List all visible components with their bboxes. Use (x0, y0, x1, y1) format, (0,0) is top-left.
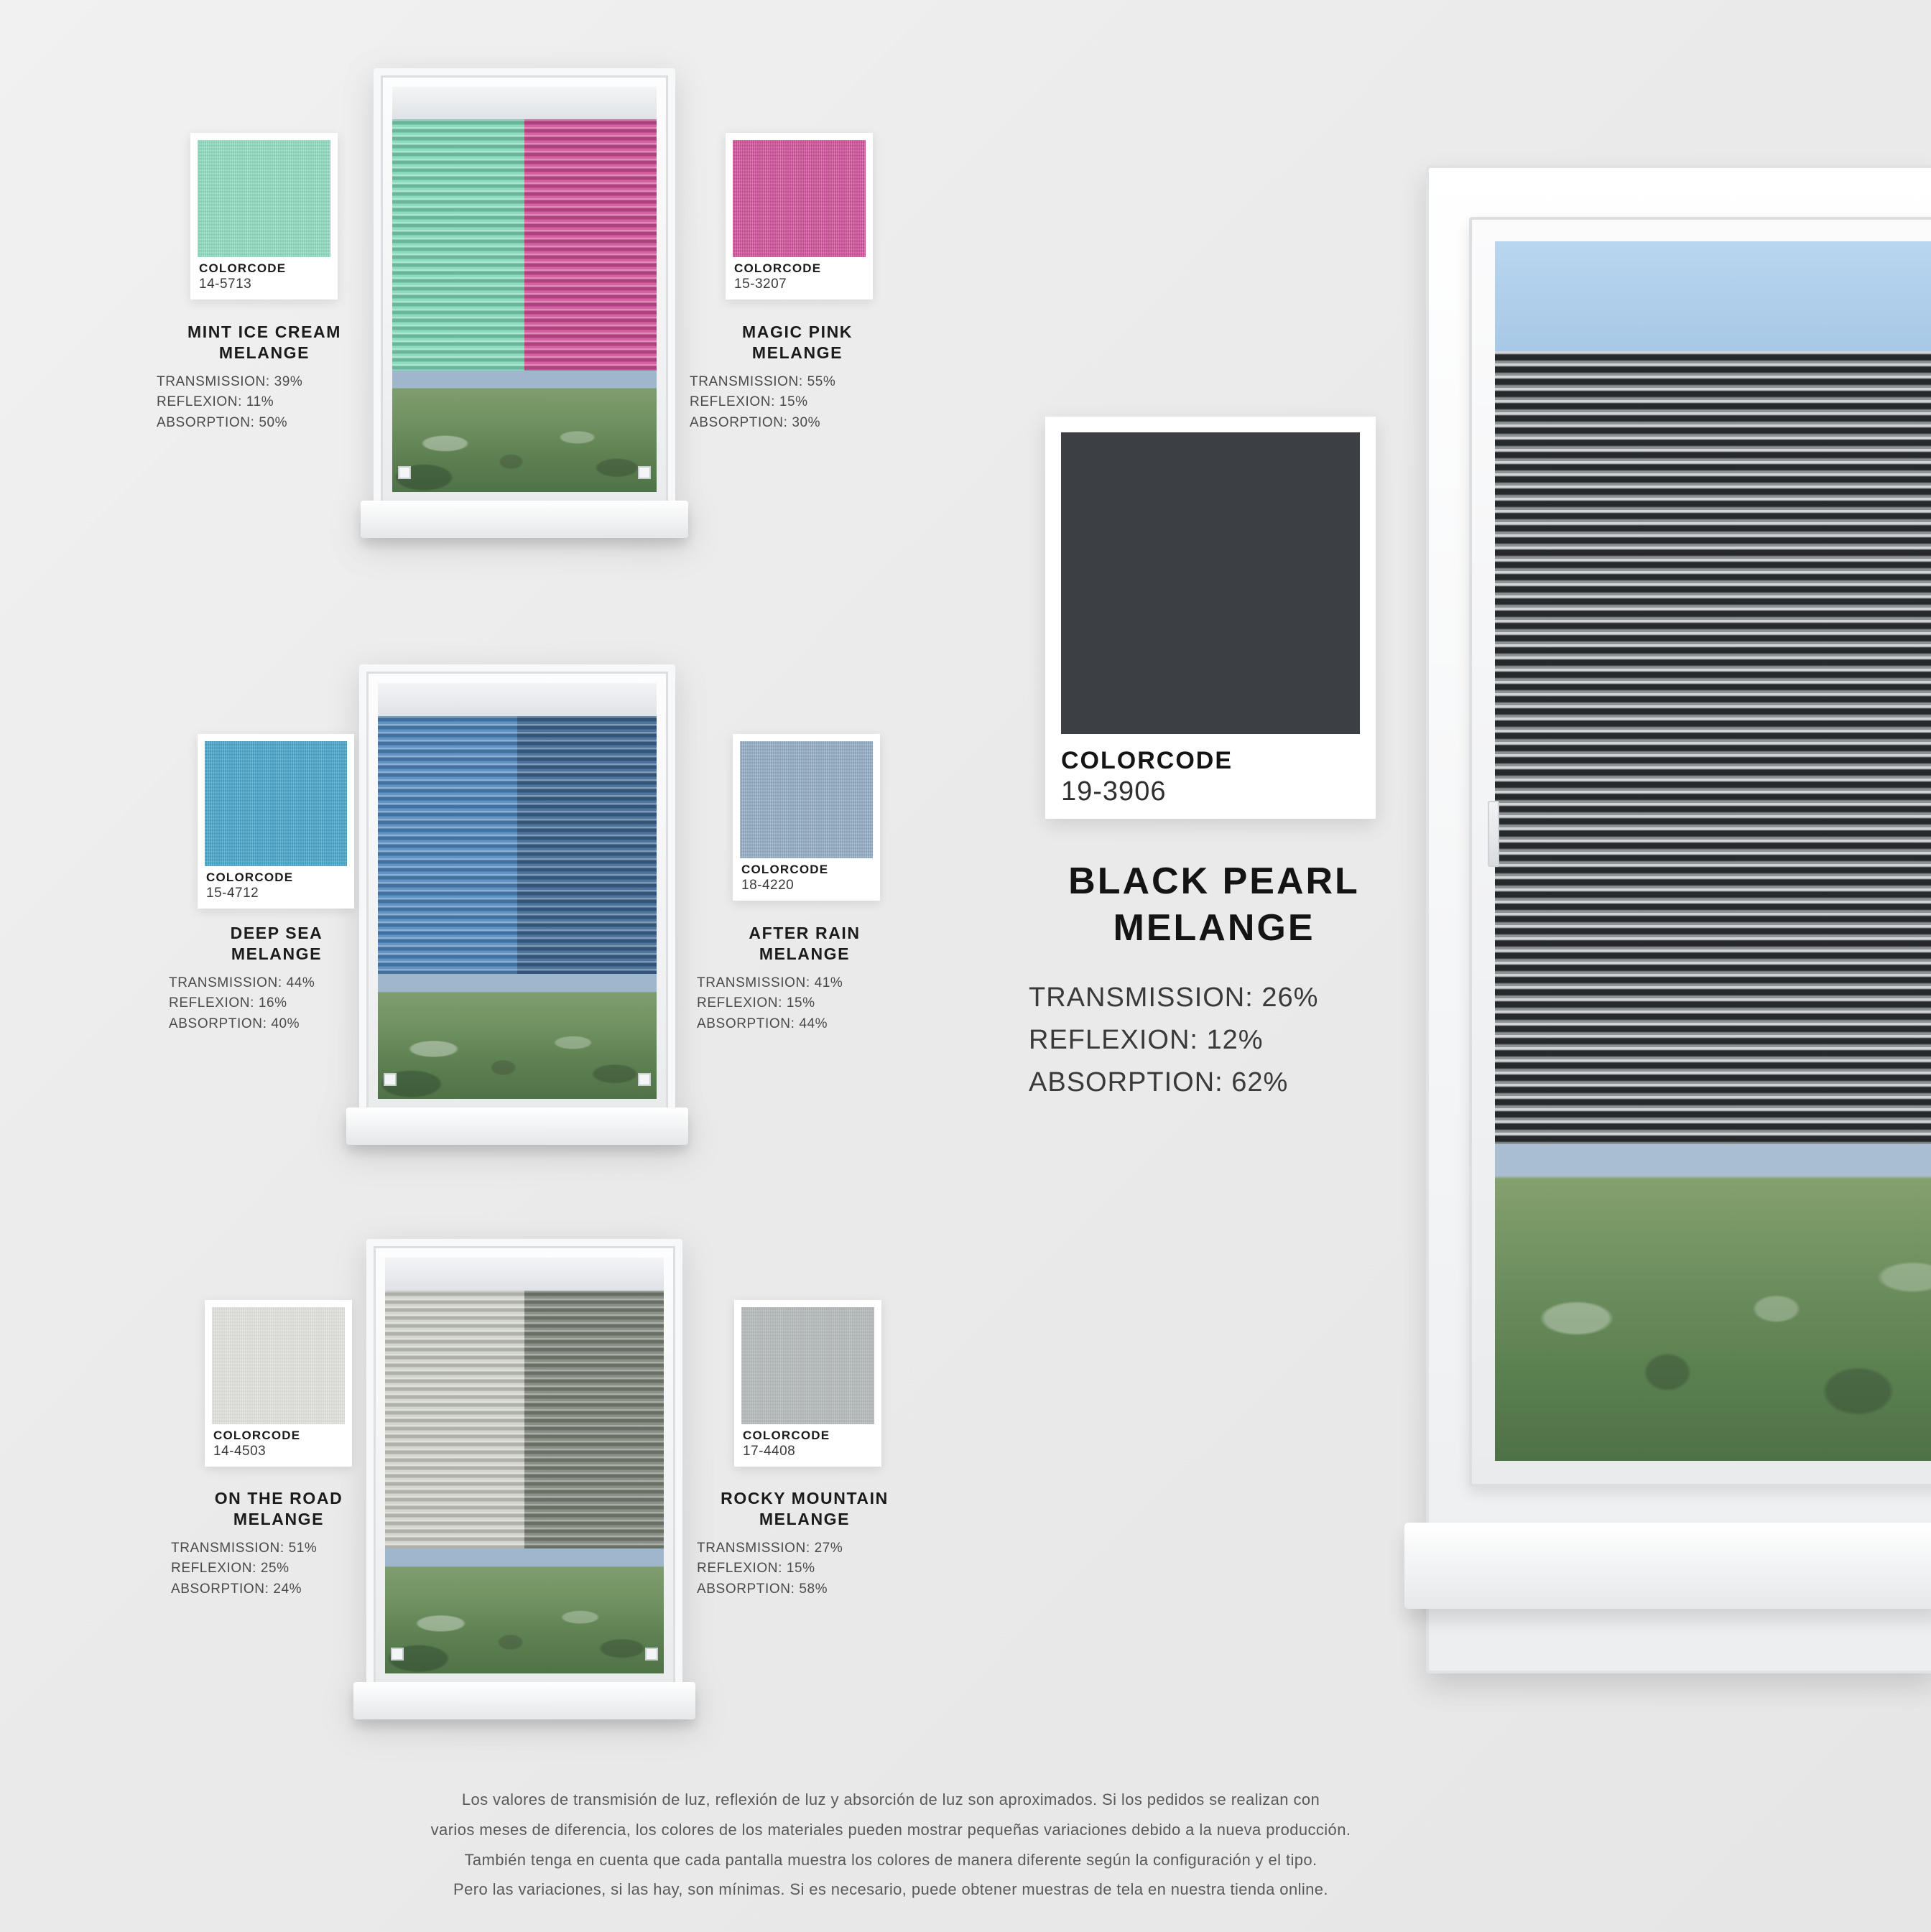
info-block-magic-pink-melange (690, 322, 905, 433)
swatch-name-line1: MINT ICE CREAM (187, 322, 342, 341)
blind-half-left (385, 1291, 524, 1548)
swatch-card-mint-ice-cream-melange[interactable] (190, 133, 338, 299)
hero-sky-area (1495, 241, 1931, 351)
swatch-name-line1: MAGIC PINK (742, 322, 853, 341)
blind-half-right (524, 1291, 664, 1548)
window-mockup-top (374, 68, 675, 535)
hero-window-black-pearl (1426, 165, 1931, 1673)
spec-transmission: TRANSMISSION: 44% (169, 975, 315, 990)
colorcode-value: 15-3207 (734, 276, 787, 292)
colorcode-label: COLORCODE (741, 862, 829, 876)
spec-reflexion: REFLEXION: 15% (697, 1561, 815, 1576)
swatch-name-line1: DEEP SEA (230, 924, 323, 942)
colorcode-label: COLORCODE (206, 870, 294, 885)
frame-screw-br (645, 1648, 658, 1661)
swatch-card-deep-sea-melange[interactable] (198, 734, 354, 909)
swatch-card-on-the-road-melange[interactable] (205, 1300, 352, 1467)
colorcode-value: 14-4503 (213, 1443, 267, 1459)
info-block-on-the-road-melange (171, 1488, 386, 1599)
featured-title (1006, 858, 1422, 952)
footer-line-1: Los valores de transmisión de luz, reflexión de luz y absorción de luz son aproximados. Si los pedidos se realizan con (461, 1791, 1320, 1808)
fabric-swatch-magic-pink (733, 140, 866, 257)
info-block-deep-sea-melange (169, 923, 384, 1034)
footer-line-2: varios meses de diferencia, los colores de los materiales pueden mostrar pequeñas variaciones debido a la nueva producción. (430, 1820, 1351, 1839)
window-glass (378, 683, 657, 1099)
hero-window-sill (1404, 1523, 1931, 1609)
colorcode-value: 18-4220 (741, 877, 795, 893)
spec-transmission: TRANSMISSION: 55% (690, 373, 836, 389)
swatch-name-line1: ROCKY MOUNTAIN (721, 1489, 889, 1508)
colorcode-value: 15-4712 (206, 886, 259, 901)
spec-transmission: TRANSMISSION: 41% (697, 975, 843, 990)
featured-spec-absorption: ABSORPTION: 62% (1029, 1067, 1289, 1097)
window-glass (392, 87, 657, 492)
window-sill (361, 501, 688, 538)
spec-reflexion: REFLEXION: 25% (171, 1561, 290, 1576)
colorcode-label: COLORCODE (199, 261, 287, 275)
frame-screw-br (638, 1073, 651, 1086)
footer-line-3: También tenga en cuenta que cada pantalla muestra los colores de manera diferente según la configuración y el tipo. (464, 1850, 1318, 1869)
blind-half-right (524, 119, 657, 371)
fabric-swatch-on-the-road (212, 1307, 345, 1424)
footer-disclaimer (316, 1785, 1465, 1905)
featured-specs (1029, 977, 1474, 1104)
pleated-blind-middle (378, 716, 657, 974)
featured-swatch-card-black-pearl-melange[interactable] (1045, 417, 1376, 819)
colorcode-label: COLORCODE (1061, 747, 1233, 774)
colorcode-value: 19-3906 (1061, 776, 1167, 807)
frame-screw-br (638, 466, 651, 479)
swatch-name-line2: MELANGE (759, 944, 851, 963)
spec-transmission: TRANSMISSION: 27% (697, 1540, 843, 1556)
colorcode-label: COLORCODE (213, 1428, 301, 1442)
pleated-blind-bottom (385, 1291, 664, 1548)
window-mockup-bottom (366, 1239, 682, 1717)
hero-pleated-blind (1495, 351, 1931, 1144)
landscape-scene (385, 1548, 664, 1673)
swatch-name-line1: ON THE ROAD (214, 1489, 343, 1508)
fabric-swatch-black-pearl (1061, 432, 1360, 734)
window-sill (346, 1107, 688, 1145)
spec-absorption: ABSORPTION: 50% (157, 414, 288, 430)
spec-absorption: ABSORPTION: 44% (697, 1016, 828, 1031)
info-block-rocky-mountain-melange (697, 1488, 912, 1599)
info-block-after-rain-melange (697, 923, 912, 1034)
spec-reflexion: REFLEXION: 15% (690, 394, 808, 409)
spec-reflexion: REFLEXION: 11% (157, 394, 274, 409)
spec-transmission: TRANSMISSION: 51% (171, 1540, 318, 1556)
blind-half-right (517, 716, 657, 974)
spec-absorption: ABSORPTION: 24% (171, 1581, 302, 1597)
frame-screw-bl (391, 1648, 404, 1661)
swatch-name-line2: MELANGE (751, 343, 843, 362)
colorcode-value: 14-5713 (199, 276, 252, 292)
fabric-swatch-after-rain (740, 741, 873, 858)
hero-landscape-scene (1495, 1144, 1931, 1461)
colorcode-label: COLORCODE (734, 261, 822, 275)
pleated-blind-top (392, 119, 657, 371)
fabric-swatch-deep-sea (205, 741, 347, 866)
featured-name-line2: MELANGE (1113, 907, 1315, 949)
swatch-card-magic-pink-melange[interactable] (726, 133, 873, 299)
blind-half-left (392, 119, 524, 371)
footer-line-4: Pero las variaciones, si las hay, son mínimas. Si es necesario, puede obtener muestras de tela en nuestra tienda online. (453, 1880, 1328, 1899)
blind-headrail (385, 1258, 664, 1291)
spec-absorption: ABSORPTION: 40% (169, 1016, 300, 1031)
spec-reflexion: REFLEXION: 16% (169, 995, 287, 1011)
swatch-card-after-rain-melange[interactable] (733, 734, 880, 901)
landscape-scene (378, 974, 657, 1099)
window-handle[interactable] (1488, 801, 1499, 867)
swatch-name-line2: MELANGE (218, 343, 310, 362)
blind-headrail (378, 683, 657, 716)
swatch-name-line1: AFTER RAIN (749, 924, 861, 942)
frame-screw-bl (384, 1073, 397, 1086)
colorcode-label: COLORCODE (743, 1428, 830, 1442)
window-sill (353, 1682, 695, 1719)
swatch-name-line2: MELANGE (759, 1509, 851, 1528)
hero-window-glass (1495, 241, 1931, 1461)
spec-transmission: TRANSMISSION: 39% (157, 373, 303, 389)
hero-window-sash (1469, 217, 1931, 1487)
spec-absorption: ABSORPTION: 30% (690, 414, 821, 430)
window-glass (385, 1258, 664, 1673)
colorcode-value: 17-4408 (743, 1443, 796, 1459)
frame-screw-bl (398, 466, 411, 479)
featured-name-line1: BLACK PEARL (1068, 860, 1360, 902)
swatch-name-line2: MELANGE (231, 944, 323, 963)
spec-absorption: ABSORPTION: 58% (697, 1581, 828, 1597)
fabric-swatch-mint (198, 140, 330, 257)
landscape-scene (392, 371, 657, 492)
info-block-mint-ice-cream-melange (157, 322, 372, 433)
featured-spec-transmission: TRANSMISSION: 26% (1029, 983, 1319, 1013)
blind-half-left (378, 716, 517, 974)
swatch-card-rocky-mountain-melange[interactable] (734, 1300, 881, 1467)
spec-reflexion: REFLEXION: 15% (697, 995, 815, 1011)
blind-headrail (392, 87, 657, 119)
featured-spec-reflexion: REFLEXION: 12% (1029, 1024, 1264, 1055)
window-mockup-middle (359, 664, 675, 1142)
swatch-name-line2: MELANGE (233, 1509, 325, 1528)
fabric-swatch-rocky-mountain (741, 1307, 874, 1424)
